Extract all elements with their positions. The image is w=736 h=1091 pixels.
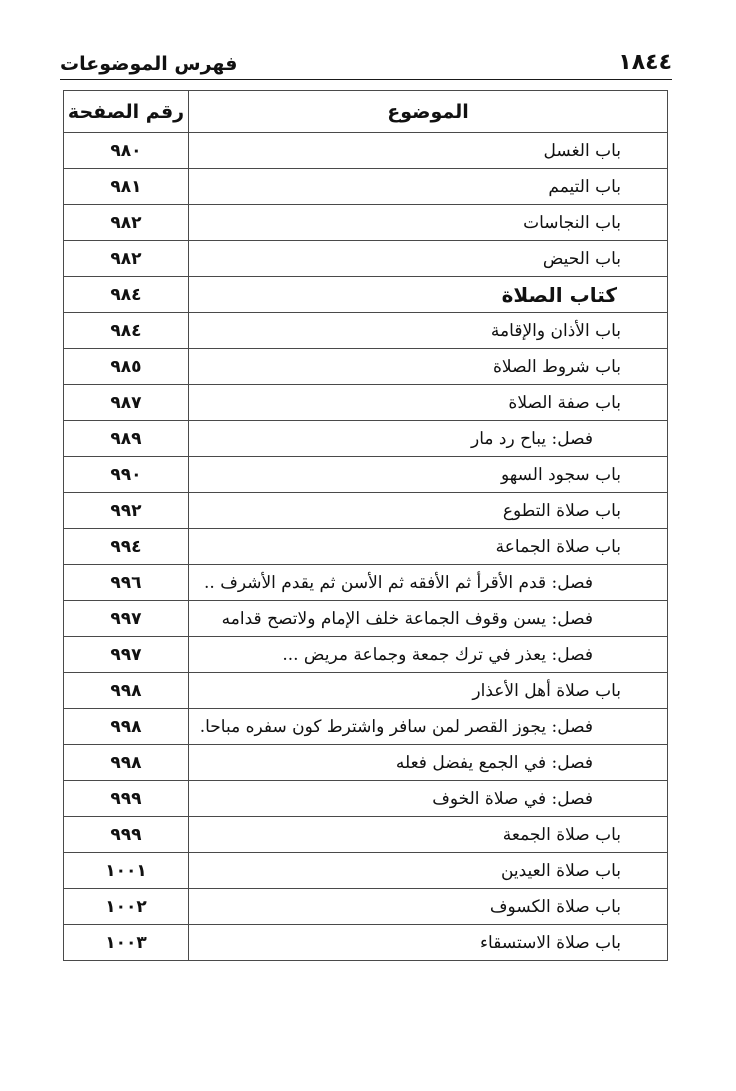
toc-row xyxy=(64,673,668,709)
toc-chapter-title: باب صلاة الاستسقاء xyxy=(189,925,668,961)
toc-section-title: فصل: في صلاة الخوف xyxy=(189,781,668,817)
toc-row xyxy=(64,781,668,817)
toc-row xyxy=(64,817,668,853)
toc-page-number: ٩٩٧ xyxy=(64,601,189,637)
toc-row xyxy=(64,385,668,421)
toc-row xyxy=(64,745,668,781)
toc-page-number: ٩٨٩ xyxy=(64,421,189,457)
toc-chapter-title: باب صلاة الكسوف xyxy=(189,889,668,925)
toc-page-number: ٩٨٥ xyxy=(64,349,189,385)
toc-book-title: كتاب الصلاة xyxy=(189,277,668,313)
toc-chapter-title: باب صلاة العيدين xyxy=(189,853,668,889)
toc-section-title: فصل: قدم الأقرأ ثم الأفقه ثم الأسن ثم يقدم الأشرف .. xyxy=(189,565,668,601)
toc-row xyxy=(64,709,668,745)
toc-row xyxy=(64,457,668,493)
toc-page-number: ٩٩٩ xyxy=(64,817,189,853)
toc-row xyxy=(64,529,668,565)
toc-chapter-title: باب صلاة الجمعة xyxy=(189,817,668,853)
toc-chapter-title: باب صفة الصلاة xyxy=(189,385,668,421)
toc-chapter-title: باب النجاسات xyxy=(189,205,668,241)
toc-page-number: ١٠٠١ xyxy=(64,853,189,889)
toc-page-number: ٩٩٨ xyxy=(64,709,189,745)
toc-row xyxy=(64,349,668,385)
toc-row xyxy=(64,241,668,277)
toc-page-number: ٩٨٧ xyxy=(64,385,189,421)
toc-row xyxy=(64,169,668,205)
toc-page-number: ٩٨١ xyxy=(64,169,189,205)
running-header-title: فهرس الموضوعات xyxy=(60,53,238,75)
toc-table xyxy=(63,90,668,961)
column-header-page-number: رقم الصفحة xyxy=(64,91,189,133)
toc-header-row xyxy=(64,91,668,133)
toc-page-number: ٩٨٠ xyxy=(64,133,189,169)
toc-section-title: فصل: يعذر في ترك جمعة وجماعة مريض ... xyxy=(189,637,668,673)
toc-page-number: ١٠٠٣ xyxy=(64,925,189,961)
toc-row xyxy=(64,277,668,313)
toc-page-number: ٩٨٤ xyxy=(64,313,189,349)
toc-body xyxy=(64,133,668,961)
toc-row xyxy=(64,493,668,529)
toc-row xyxy=(64,313,668,349)
running-header xyxy=(60,44,672,80)
toc-row xyxy=(64,421,668,457)
toc-page-number: ٩٩٧ xyxy=(64,637,189,673)
toc-chapter-title: باب شروط الصلاة xyxy=(189,349,668,385)
toc-row xyxy=(64,205,668,241)
toc-page-number: ٩٩٨ xyxy=(64,673,189,709)
toc-section-title: فصل: يسن وقوف الجماعة خلف الإمام ولاتصح قدامه xyxy=(189,601,668,637)
toc-section-title: فصل: يجوز القصر لمن سافر واشترط كون سفره مباحا. xyxy=(189,709,668,745)
toc-page-number: ٩٩٦ xyxy=(64,565,189,601)
page-number: ١٨٤٤ xyxy=(618,50,672,75)
toc-row xyxy=(64,133,668,169)
toc-page-number: ٩٩٨ xyxy=(64,745,189,781)
toc-row xyxy=(64,853,668,889)
toc-section-title: فصل: يباح رد مار xyxy=(189,421,668,457)
toc-row xyxy=(64,925,668,961)
toc-chapter-title: باب الأذان والإقامة xyxy=(189,313,668,349)
toc-page-number: ٩٩٠ xyxy=(64,457,189,493)
toc-page-number: ٩٩٢ xyxy=(64,493,189,529)
toc-chapter-title: باب الغسل xyxy=(189,133,668,169)
toc-row xyxy=(64,565,668,601)
toc-chapter-title: باب صلاة التطوع xyxy=(189,493,668,529)
toc-row xyxy=(64,889,668,925)
toc-chapter-title: باب التيمم xyxy=(189,169,668,205)
column-header-topic: الموضوع xyxy=(189,91,668,133)
toc-chapter-title: باب الحيض xyxy=(189,241,668,277)
toc-row xyxy=(64,637,668,673)
toc-page-number: ٩٨٤ xyxy=(64,277,189,313)
toc-page-number: ٩٨٢ xyxy=(64,241,189,277)
toc-page-number: ١٠٠٢ xyxy=(64,889,189,925)
toc-chapter-title: باب سجود السهو xyxy=(189,457,668,493)
toc-page-number: ٩٩٩ xyxy=(64,781,189,817)
toc-row xyxy=(64,601,668,637)
toc-chapter-title: باب صلاة أهل الأعذار xyxy=(189,673,668,709)
toc-page-number: ٩٩٤ xyxy=(64,529,189,565)
toc-chapter-title: باب صلاة الجماعة xyxy=(189,529,668,565)
toc-section-title: فصل: في الجمع يفضل فعله xyxy=(189,745,668,781)
toc-page-number: ٩٨٢ xyxy=(64,205,189,241)
